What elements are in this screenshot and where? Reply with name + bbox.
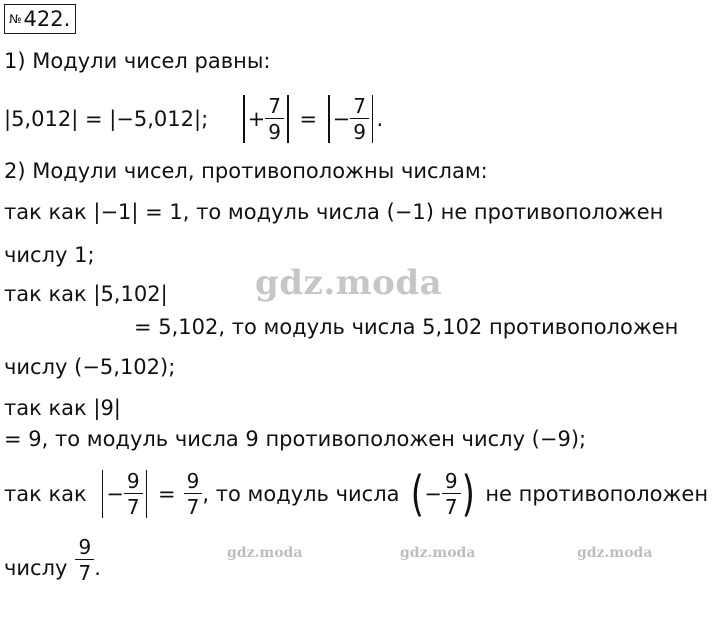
problem-number-badge (4, 4, 76, 34)
text-line: числу (−5,102); (4, 355, 176, 379)
fraction-9-7 (442, 471, 461, 517)
watermark-small: gdz.moda (400, 545, 476, 561)
denominator: 7 (186, 495, 200, 519)
text-line: так как |9| (4, 396, 121, 420)
fraction-line (4, 466, 709, 522)
text-line: так как |−1| = 1, то модуль числа (−1) не противоположен (4, 200, 664, 224)
denominator: 7 (444, 495, 458, 519)
final-line (4, 537, 101, 583)
text-segment: не противоположен (485, 481, 709, 506)
denominator: 9 (353, 120, 366, 144)
number-sign: № (9, 12, 22, 26)
text-line: так как |5,102| (4, 282, 168, 306)
watermark-small: gdz.moda (227, 545, 303, 561)
text-line: числу 1; (4, 243, 95, 267)
abs-bar-left (328, 95, 330, 143)
part1-heading: 1) Модули чисел равны: (4, 49, 271, 73)
numerator: 9 (75, 537, 94, 560)
abs-bar-right (372, 95, 374, 143)
fraction-9-7 (124, 471, 143, 517)
numerator: 9 (184, 471, 203, 494)
period: . (376, 106, 384, 131)
abs-bar-left (102, 470, 104, 518)
problem-number: 422. (23, 7, 71, 31)
denominator: 9 (268, 120, 281, 144)
fraction-7-9-left (265, 96, 284, 142)
equals-sign: = (299, 106, 318, 131)
minus-sign: − (106, 481, 124, 506)
text-segment: числу (4, 556, 68, 580)
abs-bar-right (146, 470, 148, 518)
paren-close: ) (461, 466, 475, 522)
fraction-7-9-right (350, 96, 369, 142)
part1-equations (4, 95, 383, 143)
abs-bar-right (287, 95, 289, 143)
watermark-small: gdz.moda (577, 545, 653, 561)
denominator: 7 (78, 561, 92, 585)
numerator: 9 (442, 471, 461, 494)
numerator: 7 (350, 96, 369, 119)
minus-sign: − (424, 481, 442, 506)
plus-sign: + (247, 106, 266, 131)
paren-open: ( (410, 466, 424, 522)
denominator: 7 (126, 495, 140, 519)
part2-heading: 2) Модули чисел, противоположны числам: (4, 159, 488, 183)
text-line: = 9, то модуль числа 9 противоположен числу (−9); (4, 427, 587, 451)
fraction-9-7 (75, 537, 94, 583)
abs-bar-left (243, 95, 245, 143)
minus-sign: − (332, 106, 351, 131)
numerator: 9 (124, 471, 143, 494)
fraction-9-7 (184, 471, 203, 517)
text-segment: так как (4, 481, 87, 506)
period: . (94, 556, 101, 580)
equals-sign: = (158, 481, 176, 506)
text-line: = 5,102, то модуль числа 5,102 противоположен (134, 315, 679, 339)
equation-abs-5012: |5,012| = |−5,012|; (4, 106, 209, 131)
watermark: gdz.moda (255, 263, 443, 303)
text-segment: , то модуль числа (202, 481, 400, 506)
numerator: 7 (265, 96, 284, 119)
